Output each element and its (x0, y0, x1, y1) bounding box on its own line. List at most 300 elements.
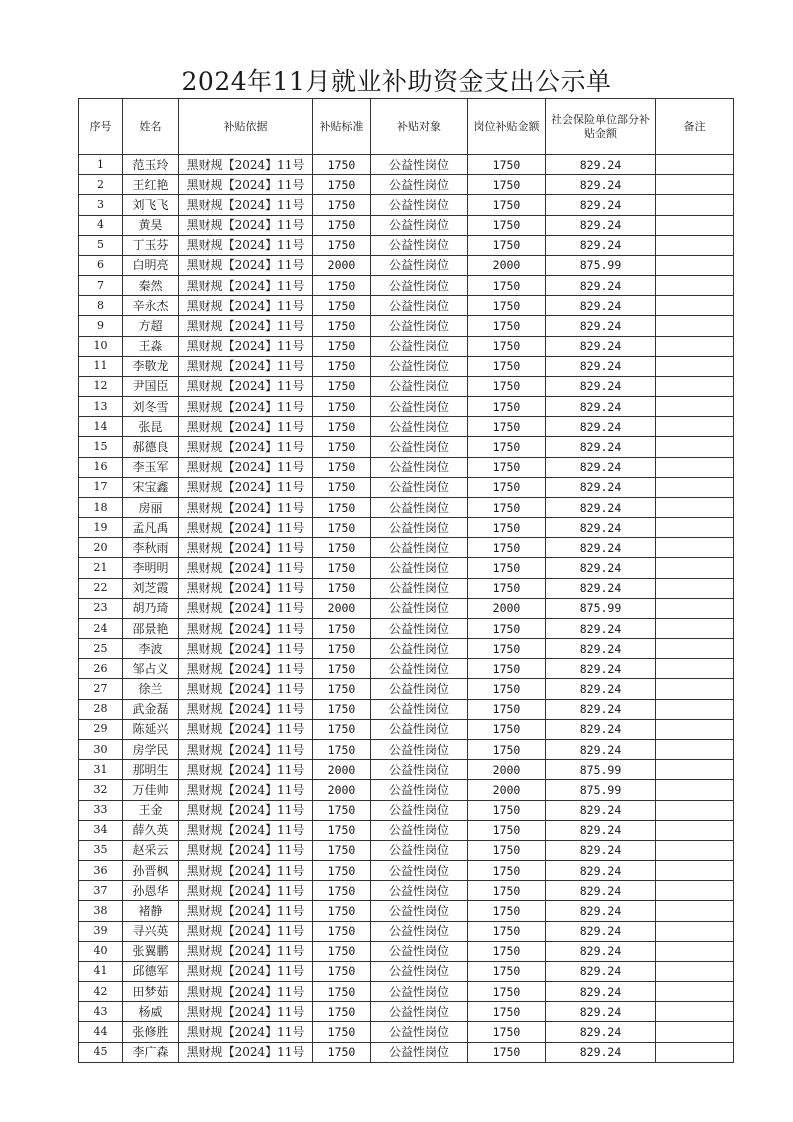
cell-standard: 1750 (313, 840, 371, 860)
cell-remarks (656, 618, 734, 638)
cell-basis: 黑财规【2024】11号 (179, 497, 313, 517)
cell-post-subsidy: 1750 (468, 518, 546, 538)
cell-post-subsidy: 1750 (468, 437, 546, 457)
cell-target: 公益性岗位 (371, 1002, 468, 1022)
cell-standard: 1750 (313, 538, 371, 558)
cell-basis: 黑财规【2024】11号 (179, 861, 313, 881)
cell-name: 白明亮 (123, 255, 179, 275)
cell-remarks (656, 276, 734, 296)
table-row (79, 780, 734, 800)
cell-standard: 1750 (313, 477, 371, 497)
cell-standard: 1750 (313, 155, 371, 175)
cell-name: 寻兴英 (123, 921, 179, 941)
cell-insurance-subsidy: 829.24 (546, 699, 656, 719)
cell-post-subsidy: 1750 (468, 558, 546, 578)
cell-insurance-subsidy: 829.24 (546, 1042, 656, 1062)
cell-index: 30 (79, 739, 123, 759)
cell-standard: 1750 (313, 719, 371, 739)
cell-target: 公益性岗位 (371, 800, 468, 820)
table-row (79, 477, 734, 497)
cell-index: 37 (79, 881, 123, 901)
cell-insurance-subsidy: 829.24 (546, 296, 656, 316)
column-header-post-subsidy: 岗位补贴金额 (468, 99, 546, 155)
cell-index: 39 (79, 921, 123, 941)
cell-standard: 1750 (313, 941, 371, 961)
table-row (79, 679, 734, 699)
cell-name: 王红艳 (123, 175, 179, 195)
cell-post-subsidy: 1750 (468, 820, 546, 840)
cell-name: 王淼 (123, 336, 179, 356)
cell-index: 33 (79, 800, 123, 820)
table-row (79, 255, 734, 275)
cell-name: 孟凡禹 (123, 518, 179, 538)
cell-standard: 1750 (313, 296, 371, 316)
cell-standard: 1750 (313, 739, 371, 759)
cell-basis: 黑财规【2024】11号 (179, 578, 313, 598)
table-row (79, 598, 734, 618)
cell-post-subsidy: 1750 (468, 639, 546, 659)
cell-post-subsidy: 1750 (468, 961, 546, 981)
cell-target: 公益性岗位 (371, 155, 468, 175)
table-row (79, 215, 734, 235)
cell-name: 房丽 (123, 497, 179, 517)
table-row (79, 719, 734, 739)
cell-name: 尹国臣 (123, 376, 179, 396)
cell-insurance-subsidy: 829.24 (546, 679, 656, 699)
cell-insurance-subsidy: 829.24 (546, 276, 656, 296)
cell-name: 邱德军 (123, 961, 179, 981)
cell-remarks (656, 921, 734, 941)
cell-insurance-subsidy: 829.24 (546, 457, 656, 477)
cell-post-subsidy: 1750 (468, 719, 546, 739)
cell-name: 胡乃琦 (123, 598, 179, 618)
cell-index: 45 (79, 1042, 123, 1062)
column-header-remarks: 备注 (656, 99, 734, 155)
cell-standard: 1750 (313, 881, 371, 901)
cell-name: 郝德良 (123, 437, 179, 457)
cell-target: 公益性岗位 (371, 477, 468, 497)
cell-name: 李广森 (123, 1042, 179, 1062)
cell-index: 28 (79, 699, 123, 719)
cell-insurance-subsidy: 829.24 (546, 820, 656, 840)
column-header-insurance-subsidy: 社会保险单位部分补贴金额 (546, 99, 656, 155)
cell-insurance-subsidy: 829.24 (546, 336, 656, 356)
cell-name: 徐兰 (123, 679, 179, 699)
table-row (79, 639, 734, 659)
cell-basis: 黑财规【2024】11号 (179, 255, 313, 275)
cell-target: 公益性岗位 (371, 901, 468, 921)
cell-index: 14 (79, 417, 123, 437)
cell-post-subsidy: 1750 (468, 497, 546, 517)
cell-name: 宋宝鑫 (123, 477, 179, 497)
cell-insurance-subsidy: 829.24 (546, 1002, 656, 1022)
cell-basis: 黑财规【2024】11号 (179, 376, 313, 396)
cell-insurance-subsidy: 829.24 (546, 901, 656, 921)
cell-target: 公益性岗位 (371, 518, 468, 538)
cell-post-subsidy: 1750 (468, 417, 546, 437)
cell-target: 公益性岗位 (371, 336, 468, 356)
cell-index: 40 (79, 941, 123, 961)
cell-name: 张昆 (123, 417, 179, 437)
cell-index: 4 (79, 215, 123, 235)
table-row (79, 518, 734, 538)
table-row (79, 397, 734, 417)
cell-remarks (656, 639, 734, 659)
table-row (79, 800, 734, 820)
cell-target: 公益性岗位 (371, 699, 468, 719)
cell-target: 公益性岗位 (371, 175, 468, 195)
cell-basis: 黑财规【2024】11号 (179, 820, 313, 840)
cell-standard: 1750 (313, 437, 371, 457)
cell-standard: 1750 (313, 982, 371, 1002)
cell-basis: 黑财规【2024】11号 (179, 336, 313, 356)
cell-remarks (656, 820, 734, 840)
cell-standard: 2000 (313, 760, 371, 780)
cell-standard: 1750 (313, 699, 371, 719)
cell-remarks (656, 861, 734, 881)
cell-name: 张翼鹏 (123, 941, 179, 961)
cell-standard: 1750 (313, 558, 371, 578)
cell-basis: 黑财规【2024】11号 (179, 739, 313, 759)
cell-index: 27 (79, 679, 123, 699)
cell-remarks (656, 800, 734, 820)
cell-index: 29 (79, 719, 123, 739)
cell-basis: 黑财规【2024】11号 (179, 961, 313, 981)
table-row (79, 195, 734, 215)
cell-standard: 1750 (313, 195, 371, 215)
column-header-standard: 补贴标准 (313, 99, 371, 155)
cell-target: 公益性岗位 (371, 397, 468, 417)
cell-post-subsidy: 1750 (468, 861, 546, 881)
cell-remarks (656, 155, 734, 175)
cell-insurance-subsidy: 829.24 (546, 578, 656, 598)
cell-post-subsidy: 1750 (468, 215, 546, 235)
table-row (79, 356, 734, 376)
cell-index: 22 (79, 578, 123, 598)
cell-basis: 黑财规【2024】11号 (179, 941, 313, 961)
cell-standard: 2000 (313, 780, 371, 800)
cell-name: 褚静 (123, 901, 179, 921)
cell-basis: 黑财规【2024】11号 (179, 639, 313, 659)
cell-post-subsidy: 2000 (468, 598, 546, 618)
cell-target: 公益性岗位 (371, 1022, 468, 1042)
cell-index: 11 (79, 356, 123, 376)
cell-basis: 黑财规【2024】11号 (179, 1002, 313, 1022)
cell-standard: 1750 (313, 397, 371, 417)
cell-basis: 黑财规【2024】11号 (179, 316, 313, 336)
cell-target: 公益性岗位 (371, 840, 468, 860)
cell-insurance-subsidy: 829.24 (546, 175, 656, 195)
cell-remarks (656, 961, 734, 981)
cell-post-subsidy: 1750 (468, 881, 546, 901)
cell-standard: 1750 (313, 276, 371, 296)
cell-insurance-subsidy: 875.99 (546, 780, 656, 800)
cell-basis: 黑财规【2024】11号 (179, 901, 313, 921)
cell-index: 8 (79, 296, 123, 316)
cell-standard: 1750 (313, 1042, 371, 1062)
cell-index: 16 (79, 457, 123, 477)
table-row (79, 175, 734, 195)
table-row (79, 961, 734, 981)
cell-insurance-subsidy: 829.24 (546, 982, 656, 1002)
cell-index: 32 (79, 780, 123, 800)
column-header-basis: 补贴依据 (179, 99, 313, 155)
cell-standard: 1750 (313, 235, 371, 255)
cell-insurance-subsidy: 829.24 (546, 235, 656, 255)
cell-index: 1 (79, 155, 123, 175)
cell-remarks (656, 881, 734, 901)
cell-target: 公益性岗位 (371, 639, 468, 659)
cell-post-subsidy: 1750 (468, 296, 546, 316)
cell-target: 公益性岗位 (371, 255, 468, 275)
cell-post-subsidy: 1750 (468, 175, 546, 195)
cell-name: 孙晋枫 (123, 861, 179, 881)
cell-index: 13 (79, 397, 123, 417)
cell-index: 21 (79, 558, 123, 578)
cell-insurance-subsidy: 829.24 (546, 417, 656, 437)
cell-target: 公益性岗位 (371, 195, 468, 215)
table-row (79, 417, 734, 437)
table-row (79, 861, 734, 881)
cell-remarks (656, 679, 734, 699)
cell-remarks (656, 1002, 734, 1022)
cell-remarks (656, 376, 734, 396)
cell-name: 李波 (123, 639, 179, 659)
table-row (79, 618, 734, 638)
cell-index: 19 (79, 518, 123, 538)
cell-index: 42 (79, 982, 123, 1002)
cell-post-subsidy: 1750 (468, 538, 546, 558)
table-row (79, 276, 734, 296)
table-row (79, 840, 734, 860)
cell-standard: 1750 (313, 659, 371, 679)
cell-name: 李敬龙 (123, 356, 179, 376)
cell-target: 公益性岗位 (371, 659, 468, 679)
cell-basis: 黑财规【2024】11号 (179, 780, 313, 800)
cell-target: 公益性岗位 (371, 618, 468, 638)
table-row (79, 1022, 734, 1042)
table-row (79, 820, 734, 840)
cell-name: 赵采云 (123, 840, 179, 860)
cell-remarks (656, 518, 734, 538)
table-row (79, 659, 734, 679)
cell-post-subsidy: 1750 (468, 356, 546, 376)
cell-target: 公益性岗位 (371, 296, 468, 316)
table-row (79, 155, 734, 175)
cell-post-subsidy: 1750 (468, 699, 546, 719)
cell-target: 公益性岗位 (371, 376, 468, 396)
cell-insurance-subsidy: 829.24 (546, 639, 656, 659)
cell-target: 公益性岗位 (371, 820, 468, 840)
cell-standard: 1750 (313, 921, 371, 941)
cell-insurance-subsidy: 829.24 (546, 437, 656, 457)
cell-insurance-subsidy: 829.24 (546, 477, 656, 497)
cell-standard: 1750 (313, 578, 371, 598)
cell-post-subsidy: 1750 (468, 235, 546, 255)
cell-insurance-subsidy: 875.99 (546, 598, 656, 618)
subsidy-table (78, 98, 734, 1063)
cell-target: 公益性岗位 (371, 417, 468, 437)
cell-name: 刘冬雪 (123, 397, 179, 417)
cell-remarks (656, 941, 734, 961)
cell-basis: 黑财规【2024】11号 (179, 518, 313, 538)
cell-standard: 1750 (313, 316, 371, 336)
cell-post-subsidy: 1750 (468, 477, 546, 497)
table-row (79, 437, 734, 457)
cell-remarks (656, 397, 734, 417)
cell-index: 3 (79, 195, 123, 215)
cell-standard: 1750 (313, 356, 371, 376)
cell-basis: 黑财规【2024】11号 (179, 982, 313, 1002)
cell-index: 44 (79, 1022, 123, 1042)
cell-standard: 2000 (313, 598, 371, 618)
cell-index: 10 (79, 336, 123, 356)
cell-index: 36 (79, 861, 123, 881)
cell-remarks (656, 840, 734, 860)
cell-index: 25 (79, 639, 123, 659)
cell-target: 公益性岗位 (371, 437, 468, 457)
cell-insurance-subsidy: 829.24 (546, 618, 656, 638)
table-row (79, 739, 734, 759)
cell-insurance-subsidy: 829.24 (546, 155, 656, 175)
cell-index: 17 (79, 477, 123, 497)
table-row (79, 921, 734, 941)
cell-index: 34 (79, 820, 123, 840)
cell-post-subsidy: 1750 (468, 659, 546, 679)
table-row (79, 457, 734, 477)
cell-standard: 1750 (313, 1022, 371, 1042)
cell-basis: 黑财规【2024】11号 (179, 356, 313, 376)
table-row (79, 1002, 734, 1022)
cell-name: 张修胜 (123, 1022, 179, 1042)
cell-insurance-subsidy: 829.24 (546, 518, 656, 538)
cell-standard: 1750 (313, 215, 371, 235)
cell-standard: 1750 (313, 820, 371, 840)
cell-index: 41 (79, 961, 123, 981)
cell-basis: 黑财规【2024】11号 (179, 558, 313, 578)
cell-name: 刘飞飞 (123, 195, 179, 215)
cell-index: 7 (79, 276, 123, 296)
cell-standard: 1750 (313, 961, 371, 981)
cell-standard: 1750 (313, 376, 371, 396)
cell-index: 43 (79, 1002, 123, 1022)
cell-target: 公益性岗位 (371, 739, 468, 759)
cell-remarks (656, 215, 734, 235)
cell-index: 12 (79, 376, 123, 396)
table-row (79, 497, 734, 517)
cell-remarks (656, 437, 734, 457)
cell-insurance-subsidy: 829.24 (546, 316, 656, 336)
cell-post-subsidy: 1750 (468, 921, 546, 941)
cell-name: 杨威 (123, 1002, 179, 1022)
cell-standard: 1750 (313, 457, 371, 477)
cell-target: 公益性岗位 (371, 356, 468, 376)
cell-target: 公益性岗位 (371, 598, 468, 618)
cell-post-subsidy: 1750 (468, 276, 546, 296)
cell-standard: 2000 (313, 255, 371, 275)
cell-basis: 黑财规【2024】11号 (179, 417, 313, 437)
cell-insurance-subsidy: 829.24 (546, 558, 656, 578)
cell-remarks (656, 316, 734, 336)
cell-name: 孙恩华 (123, 881, 179, 901)
cell-post-subsidy: 1750 (468, 901, 546, 921)
cell-index: 31 (79, 760, 123, 780)
cell-remarks (656, 235, 734, 255)
cell-target: 公益性岗位 (371, 780, 468, 800)
cell-name: 刘芝霞 (123, 578, 179, 598)
cell-insurance-subsidy: 829.24 (546, 195, 656, 215)
cell-post-subsidy: 1750 (468, 336, 546, 356)
cell-target: 公益性岗位 (371, 1042, 468, 1062)
cell-index: 18 (79, 497, 123, 517)
cell-name: 房学民 (123, 739, 179, 759)
cell-name: 邵景艳 (123, 618, 179, 638)
cell-post-subsidy: 1750 (468, 679, 546, 699)
cell-basis: 黑财规【2024】11号 (179, 618, 313, 638)
cell-basis: 黑财规【2024】11号 (179, 760, 313, 780)
cell-index: 15 (79, 437, 123, 457)
cell-remarks (656, 760, 734, 780)
cell-target: 公益性岗位 (371, 578, 468, 598)
cell-standard: 1750 (313, 417, 371, 437)
cell-post-subsidy: 1750 (468, 195, 546, 215)
cell-post-subsidy: 1750 (468, 739, 546, 759)
cell-index: 5 (79, 235, 123, 255)
cell-standard: 1750 (313, 618, 371, 638)
cell-post-subsidy: 1750 (468, 155, 546, 175)
cell-insurance-subsidy: 829.24 (546, 215, 656, 235)
table-row (79, 538, 734, 558)
table-row (79, 760, 734, 780)
cell-target: 公益性岗位 (371, 719, 468, 739)
cell-post-subsidy: 1750 (468, 1002, 546, 1022)
cell-remarks (656, 477, 734, 497)
table-row (79, 296, 734, 316)
cell-insurance-subsidy: 829.24 (546, 941, 656, 961)
cell-remarks (656, 1022, 734, 1042)
cell-basis: 黑财规【2024】11号 (179, 699, 313, 719)
cell-remarks (656, 336, 734, 356)
cell-name: 方超 (123, 316, 179, 336)
cell-name: 李秋雨 (123, 538, 179, 558)
cell-post-subsidy: 1750 (468, 941, 546, 961)
cell-insurance-subsidy: 829.24 (546, 376, 656, 396)
cell-name: 陈延兴 (123, 719, 179, 739)
cell-target: 公益性岗位 (371, 941, 468, 961)
cell-name: 薛久英 (123, 820, 179, 840)
cell-post-subsidy: 1750 (468, 982, 546, 1002)
cell-index: 26 (79, 659, 123, 679)
table-body (79, 155, 734, 1063)
cell-insurance-subsidy: 875.99 (546, 760, 656, 780)
cell-target: 公益性岗位 (371, 235, 468, 255)
cell-name: 那明生 (123, 760, 179, 780)
cell-basis: 黑财规【2024】11号 (179, 457, 313, 477)
cell-post-subsidy: 1750 (468, 397, 546, 417)
cell-index: 24 (79, 618, 123, 638)
cell-target: 公益性岗位 (371, 497, 468, 517)
table-header-row (79, 99, 734, 155)
table-row (79, 982, 734, 1002)
cell-target: 公益性岗位 (371, 760, 468, 780)
cell-name: 万佳帅 (123, 780, 179, 800)
table-row (79, 578, 734, 598)
cell-index: 6 (79, 255, 123, 275)
cell-basis: 黑财规【2024】11号 (179, 1042, 313, 1062)
cell-post-subsidy: 1750 (468, 457, 546, 477)
cell-target: 公益性岗位 (371, 982, 468, 1002)
cell-remarks (656, 719, 734, 739)
